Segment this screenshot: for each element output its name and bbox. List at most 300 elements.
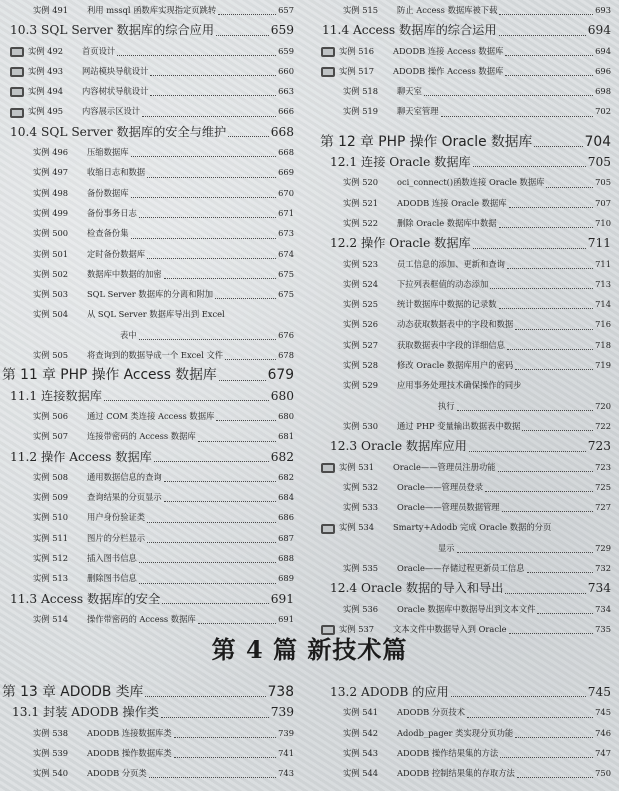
example-entry bbox=[0, 325, 302, 345]
entry-title: 应用事务处理技术确保操作的同步 bbox=[397, 380, 522, 391]
chapter-entry bbox=[318, 132, 619, 152]
entry-title: 10.4 SQL Server 数据库的安全与维护 bbox=[10, 124, 227, 139]
page-number: 727 bbox=[595, 502, 611, 513]
example-entry bbox=[0, 244, 302, 264]
entry-title: 备份事务日志 bbox=[87, 207, 137, 218]
page-number: 719 bbox=[595, 360, 611, 371]
example-number: 实例 516 bbox=[339, 45, 375, 56]
example-entry bbox=[0, 548, 302, 568]
example-entry bbox=[0, 0, 302, 20]
page-number: 660 bbox=[278, 65, 294, 76]
example-entry bbox=[0, 426, 302, 446]
example-number: 实例 506 bbox=[33, 410, 69, 421]
dot-leader bbox=[499, 226, 594, 228]
page-number: 670 bbox=[278, 187, 294, 198]
example-number: 实例 493 bbox=[28, 65, 64, 76]
toc-right-column-bottom bbox=[318, 682, 619, 783]
page-number: 745 bbox=[587, 685, 611, 699]
dot-leader bbox=[469, 450, 586, 452]
entry-title: 防止 Access 数据库被下载 bbox=[397, 5, 498, 15]
page-number: 739 bbox=[270, 705, 294, 720]
entry-title: ADODB 控制结果集的存取方法 bbox=[397, 768, 515, 779]
dot-leader bbox=[515, 736, 593, 738]
example-entry bbox=[318, 254, 619, 274]
example-entry bbox=[318, 193, 619, 213]
entry-title: 11.2 操作 Access 数据库 bbox=[10, 449, 152, 464]
example-number: 实例 518 bbox=[343, 86, 379, 97]
page-number: 668 bbox=[270, 124, 294, 139]
entry-title: 13.1 封装 ADODB 操作类 bbox=[12, 705, 159, 720]
page-number: 694 bbox=[595, 45, 611, 56]
example-number: 实例 498 bbox=[33, 187, 69, 198]
example-number: 实例 533 bbox=[343, 502, 379, 513]
entry-title: 第 12 章 PHP 操作 Oracle 数据库 bbox=[320, 133, 533, 150]
entry-title: 下拉列表框值的动态添加 bbox=[397, 278, 489, 289]
example-entry bbox=[318, 538, 619, 558]
entry-title: 利用 mssql 函数库实现指定页跳转 bbox=[87, 5, 217, 15]
example-entry bbox=[0, 223, 302, 243]
entry-title: 查询结果的分页显示 bbox=[87, 492, 162, 503]
dot-leader bbox=[500, 756, 593, 758]
example-number: 实例 519 bbox=[343, 106, 379, 117]
example-number: 实例 491 bbox=[33, 5, 69, 15]
example-entry bbox=[0, 41, 302, 61]
dot-leader bbox=[147, 176, 276, 178]
example-number: 实例 536 bbox=[343, 603, 379, 614]
example-entry bbox=[0, 723, 302, 743]
video-disc-icon bbox=[321, 47, 335, 57]
example-entry bbox=[0, 609, 302, 629]
example-entry bbox=[318, 457, 619, 477]
example-number: 实例 526 bbox=[343, 319, 379, 330]
section-entry bbox=[0, 702, 302, 722]
page-number: 675 bbox=[278, 268, 294, 279]
entry-title: 聊天室管理 bbox=[397, 106, 439, 117]
dot-leader bbox=[467, 716, 593, 718]
example-entry bbox=[0, 763, 302, 783]
page-number: 673 bbox=[278, 228, 294, 239]
section-entry bbox=[318, 682, 619, 702]
entry-title: 备份数据库 bbox=[87, 187, 129, 198]
example-entry bbox=[318, 314, 619, 334]
page-number: 720 bbox=[595, 400, 611, 411]
dot-leader bbox=[139, 216, 276, 218]
page-number: 734 bbox=[587, 581, 611, 596]
dot-leader bbox=[505, 592, 585, 594]
example-number: 实例 540 bbox=[33, 768, 69, 779]
page-number: 750 bbox=[595, 768, 611, 779]
entry-title: 图片的分栏显示 bbox=[87, 532, 146, 543]
page-number: 688 bbox=[278, 553, 294, 564]
entry-title: ADODB 连接数据库类 bbox=[87, 727, 172, 738]
page-number: 745 bbox=[595, 707, 611, 718]
example-number: 实例 505 bbox=[33, 350, 69, 361]
dot-leader bbox=[505, 74, 593, 76]
dot-leader bbox=[527, 571, 594, 573]
dot-leader bbox=[473, 165, 586, 167]
entry-title: Oracle——管理员注册功能 bbox=[393, 461, 496, 472]
example-number: 实例 522 bbox=[343, 217, 379, 228]
toc-left-column-top bbox=[0, 0, 302, 629]
dot-leader bbox=[145, 695, 265, 697]
entry-title: Smarty+Adodb 完成 Oracle 数据的分页 bbox=[393, 522, 552, 533]
example-entry bbox=[0, 81, 302, 101]
entry-title: 12.1 连接 Oracle 数据库 bbox=[330, 155, 471, 170]
dot-leader bbox=[490, 287, 593, 289]
dot-leader bbox=[499, 307, 594, 309]
example-number: 实例 541 bbox=[343, 707, 379, 718]
page-number: 705 bbox=[587, 155, 611, 170]
dot-leader bbox=[164, 277, 276, 279]
entry-title: 13.2 ADODB 的应用 bbox=[330, 685, 449, 699]
example-entry bbox=[318, 172, 619, 192]
example-entry bbox=[318, 702, 619, 722]
example-entry bbox=[0, 264, 302, 284]
entry-title: 通过 PHP 变量输出数据表中数据 bbox=[397, 420, 521, 431]
dot-leader bbox=[139, 561, 276, 563]
example-number: 实例 494 bbox=[28, 86, 64, 97]
entry-title: 数据库中数据的加密 bbox=[87, 268, 162, 279]
example-number: 实例 524 bbox=[343, 278, 379, 289]
example-entry bbox=[318, 0, 619, 20]
entry-title: Oracle——管理员数据管理 bbox=[397, 502, 500, 513]
entry-title: 收缩日志和数据 bbox=[87, 167, 146, 178]
example-number: 实例 528 bbox=[343, 360, 379, 371]
entry-title: oci_connect()函数连接 Oracle 数据库 bbox=[397, 177, 545, 188]
page-number: 702 bbox=[595, 106, 611, 117]
example-entry bbox=[318, 41, 619, 61]
example-number: 实例 507 bbox=[33, 431, 69, 442]
dot-leader bbox=[174, 756, 277, 758]
entry-title: 第 11 章 PHP 操作 Access 数据库 bbox=[2, 367, 217, 384]
example-number: 实例 496 bbox=[33, 147, 69, 158]
entry-title: ADODB 分页类 bbox=[87, 768, 147, 779]
example-number: 实例 520 bbox=[343, 177, 379, 188]
video-disc-icon bbox=[10, 108, 24, 118]
entry-title: 统计数据库中数据的记录数 bbox=[397, 299, 497, 310]
page-number: 678 bbox=[278, 350, 294, 361]
entry-title: 10.3 SQL Server 数据库的综合应用 bbox=[10, 23, 215, 38]
dot-leader bbox=[218, 13, 276, 15]
example-number: 实例 508 bbox=[33, 471, 69, 482]
example-number: 实例 532 bbox=[343, 481, 379, 492]
example-entry bbox=[318, 61, 619, 81]
page-number: 686 bbox=[278, 512, 294, 523]
dot-leader bbox=[507, 267, 593, 269]
page-number: 687 bbox=[278, 532, 294, 543]
example-number: 实例 492 bbox=[28, 45, 64, 56]
page-number: 711 bbox=[587, 236, 611, 251]
dot-leader bbox=[131, 237, 277, 239]
example-number: 实例 500 bbox=[33, 228, 69, 239]
dot-leader bbox=[505, 54, 593, 56]
dot-leader bbox=[534, 145, 582, 147]
entry-title: 12.4 Oracle 数据的导入和导出 bbox=[330, 581, 504, 596]
example-number: 实例 497 bbox=[33, 167, 69, 178]
example-entry bbox=[0, 304, 302, 324]
example-entry bbox=[0, 345, 302, 365]
dot-leader bbox=[198, 622, 276, 624]
entry-title: 聊天室 bbox=[397, 86, 422, 97]
entry-title: Adodb_pager 类实现分页功能 bbox=[397, 727, 514, 738]
example-number: 实例 503 bbox=[33, 289, 69, 300]
page-number: 675 bbox=[278, 289, 294, 300]
section-entry bbox=[0, 589, 302, 609]
page-number: 659 bbox=[270, 23, 294, 38]
dot-leader bbox=[162, 602, 269, 604]
part-title: 第 4 篇 新技术篇 bbox=[211, 635, 408, 664]
dot-leader bbox=[517, 776, 593, 778]
example-number: 实例 521 bbox=[343, 197, 379, 208]
example-entry bbox=[0, 183, 302, 203]
page-number: 746 bbox=[595, 727, 611, 738]
entry-title: 压缩数据库 bbox=[87, 147, 129, 158]
entry-title: 内容树状导航设计 bbox=[82, 86, 149, 97]
entry-title: 显示 bbox=[438, 542, 455, 553]
page-number: 734 bbox=[595, 603, 611, 614]
entry-title: 获取数据表中字段的详细信息 bbox=[397, 339, 505, 350]
example-number: 实例 544 bbox=[343, 768, 379, 779]
page-number: 725 bbox=[595, 481, 611, 492]
entry-title: 文本文件中数据导入到 Oracle bbox=[393, 623, 507, 634]
dot-leader bbox=[457, 409, 594, 411]
entry-title: 删除图书信息 bbox=[87, 573, 137, 584]
dot-leader bbox=[164, 480, 276, 482]
dot-leader bbox=[485, 490, 593, 492]
example-entry bbox=[318, 101, 619, 121]
dot-leader bbox=[161, 716, 269, 718]
entry-title: 执行 bbox=[438, 400, 455, 411]
example-entry bbox=[318, 517, 619, 537]
page-number: 659 bbox=[278, 45, 294, 56]
example-number: 实例 501 bbox=[33, 248, 69, 259]
example-number: 实例 495 bbox=[28, 106, 64, 117]
example-number: 实例 535 bbox=[343, 563, 379, 574]
dot-leader bbox=[131, 196, 277, 198]
entry-title: ADODB 连接 Oracle 数据库 bbox=[397, 197, 507, 208]
page-number: 741 bbox=[278, 747, 294, 758]
entry-title: SQL Server 数据库的分离和附加 bbox=[87, 289, 214, 300]
example-entry bbox=[0, 203, 302, 223]
example-entry bbox=[0, 284, 302, 304]
entry-title: 员工信息的添加、更新和查询 bbox=[397, 258, 505, 269]
entry-title: 将查询到的数据导成一个 Excel 文件 bbox=[87, 350, 224, 361]
example-entry bbox=[318, 416, 619, 436]
dot-leader bbox=[522, 429, 593, 431]
entry-title: ADODB 操作 Access 数据库 bbox=[393, 65, 504, 76]
entry-title: ADODB 连接 Access 数据库 bbox=[393, 45, 504, 56]
example-number: 实例 537 bbox=[339, 623, 375, 634]
entry-title: 12.2 操作 Oracle 数据库 bbox=[330, 236, 471, 251]
dot-leader bbox=[149, 776, 276, 778]
example-entry bbox=[318, 355, 619, 375]
chapter-entry bbox=[0, 365, 302, 385]
example-number: 实例 523 bbox=[343, 258, 379, 269]
entry-title: 定时备份数据库 bbox=[87, 248, 146, 259]
entry-title: 用户身份验证类 bbox=[87, 512, 146, 523]
page-number: 691 bbox=[278, 613, 294, 624]
entry-title: Oracle——管理员登录 bbox=[397, 481, 484, 492]
dot-leader bbox=[142, 115, 276, 117]
toc-left-column-bottom bbox=[0, 682, 302, 783]
dot-leader bbox=[216, 419, 276, 421]
example-entry bbox=[318, 558, 619, 578]
entry-title: 从 SQL Server 数据库导出到 Excel bbox=[87, 309, 225, 320]
example-entry bbox=[318, 497, 619, 517]
entry-title: 12.3 Oracle 数据库应用 bbox=[330, 439, 467, 454]
entry-title: 操作带密码的 Access 数据库 bbox=[87, 613, 196, 624]
dot-leader bbox=[507, 348, 593, 350]
dot-leader bbox=[139, 582, 276, 584]
page-number: 723 bbox=[595, 461, 611, 472]
example-entry bbox=[318, 213, 619, 233]
dot-leader bbox=[147, 541, 276, 543]
section-entry bbox=[318, 436, 619, 456]
example-number: 实例 531 bbox=[339, 461, 375, 472]
example-entry bbox=[318, 294, 619, 314]
page-number: 682 bbox=[270, 449, 294, 464]
example-number: 实例 525 bbox=[343, 299, 379, 310]
dot-leader bbox=[225, 358, 276, 360]
dot-leader bbox=[473, 247, 586, 249]
example-entry bbox=[318, 599, 619, 619]
example-number: 实例 512 bbox=[33, 553, 69, 564]
section-entry bbox=[0, 447, 302, 467]
example-entry bbox=[318, 335, 619, 355]
entry-title: 首页设计 bbox=[82, 45, 116, 56]
video-disc-icon bbox=[10, 47, 24, 57]
entry-title: 11.4 Access 数据库的综合运用 bbox=[322, 23, 497, 38]
entry-title: 网站模块导航设计 bbox=[82, 65, 149, 76]
page-number: 671 bbox=[278, 207, 294, 218]
example-entry bbox=[318, 81, 619, 101]
example-entry bbox=[0, 467, 302, 487]
example-number: 实例 534 bbox=[339, 522, 375, 533]
page-number: 691 bbox=[270, 591, 294, 606]
video-disc-icon bbox=[321, 463, 335, 473]
page-number: 682 bbox=[278, 471, 294, 482]
dot-leader bbox=[150, 74, 276, 76]
page-number: 681 bbox=[278, 431, 294, 442]
example-number: 实例 530 bbox=[343, 420, 379, 431]
page-number: 735 bbox=[595, 623, 611, 634]
dot-leader bbox=[499, 13, 593, 15]
example-number: 实例 510 bbox=[33, 512, 69, 523]
spacer bbox=[318, 122, 619, 132]
example-entry bbox=[0, 142, 302, 162]
example-number: 实例 513 bbox=[33, 573, 69, 584]
example-entry bbox=[318, 375, 619, 395]
example-entry bbox=[318, 396, 619, 416]
dot-leader bbox=[154, 460, 269, 462]
page-number: 669 bbox=[278, 167, 294, 178]
section-entry bbox=[318, 233, 619, 253]
page-number: 689 bbox=[278, 573, 294, 584]
dot-leader bbox=[147, 521, 276, 523]
example-number: 实例 515 bbox=[343, 5, 379, 15]
example-entry bbox=[0, 507, 302, 527]
entry-title: ADODB 操作数据库类 bbox=[87, 747, 172, 758]
section-entry bbox=[0, 386, 302, 406]
page-number: 680 bbox=[270, 388, 294, 403]
page-number: 738 bbox=[267, 684, 294, 700]
example-number: 实例 511 bbox=[33, 532, 69, 543]
example-number: 实例 529 bbox=[343, 380, 379, 391]
example-number: 实例 517 bbox=[339, 65, 375, 76]
dot-leader bbox=[228, 135, 269, 137]
entry-title: 连接带密码的 Access 数据库 bbox=[87, 431, 196, 442]
video-disc-icon bbox=[10, 87, 24, 97]
page-number: 723 bbox=[587, 439, 611, 454]
page-number: 684 bbox=[278, 492, 294, 503]
section-entry bbox=[0, 20, 302, 40]
dot-leader bbox=[104, 399, 269, 401]
example-number: 实例 542 bbox=[343, 727, 379, 738]
video-disc-icon bbox=[10, 67, 24, 77]
page-number: 710 bbox=[595, 217, 611, 228]
entry-title: 11.3 Access 数据库的安全 bbox=[10, 591, 161, 606]
entry-title: 11.1 连接数据库 bbox=[10, 388, 102, 403]
example-entry bbox=[0, 528, 302, 548]
dot-leader bbox=[515, 368, 593, 370]
example-entry bbox=[0, 162, 302, 182]
page-number: 714 bbox=[595, 299, 611, 310]
page-number: 679 bbox=[267, 367, 294, 384]
dot-leader bbox=[457, 551, 594, 553]
example-entry bbox=[318, 274, 619, 294]
dot-leader bbox=[546, 186, 593, 188]
dot-leader bbox=[131, 155, 277, 157]
example-number: 实例 509 bbox=[33, 492, 69, 503]
entry-title: 表中 bbox=[120, 329, 137, 340]
example-entry bbox=[318, 763, 619, 783]
page-number: 696 bbox=[595, 65, 611, 76]
video-disc-icon bbox=[321, 67, 335, 77]
dot-leader bbox=[424, 94, 593, 96]
dot-leader bbox=[147, 257, 276, 259]
example-entry bbox=[0, 487, 302, 507]
example-entry bbox=[0, 61, 302, 81]
dot-leader bbox=[499, 34, 586, 36]
page-number: 732 bbox=[595, 563, 611, 574]
entry-title: ADODB 操作结果集的方法 bbox=[397, 747, 499, 758]
entry-title: 插入图书信息 bbox=[87, 553, 137, 564]
page-number: 663 bbox=[278, 86, 294, 97]
dot-leader bbox=[215, 297, 276, 299]
section-entry bbox=[0, 122, 302, 142]
example-number: 实例 502 bbox=[33, 268, 69, 279]
page-number: 705 bbox=[595, 177, 611, 188]
dot-leader bbox=[117, 54, 276, 56]
example-number: 实例 527 bbox=[343, 339, 379, 350]
section-entry bbox=[318, 578, 619, 598]
entry-title: 通过 COM 类连接 Access 数据库 bbox=[87, 410, 215, 421]
example-entry bbox=[318, 743, 619, 763]
dot-leader bbox=[174, 736, 277, 738]
dot-leader bbox=[219, 379, 266, 381]
example-number: 实例 538 bbox=[33, 727, 69, 738]
entry-title: 通用数据信息的查询 bbox=[87, 471, 162, 482]
page-number: 693 bbox=[595, 5, 611, 15]
page-number: 668 bbox=[278, 147, 294, 158]
dot-leader bbox=[139, 338, 277, 340]
page-number: 743 bbox=[278, 768, 294, 779]
example-number: 实例 499 bbox=[33, 207, 69, 218]
chapter-entry bbox=[0, 682, 302, 702]
page-number: 680 bbox=[278, 410, 294, 421]
page-number: 722 bbox=[595, 420, 611, 431]
dot-leader bbox=[198, 440, 276, 442]
